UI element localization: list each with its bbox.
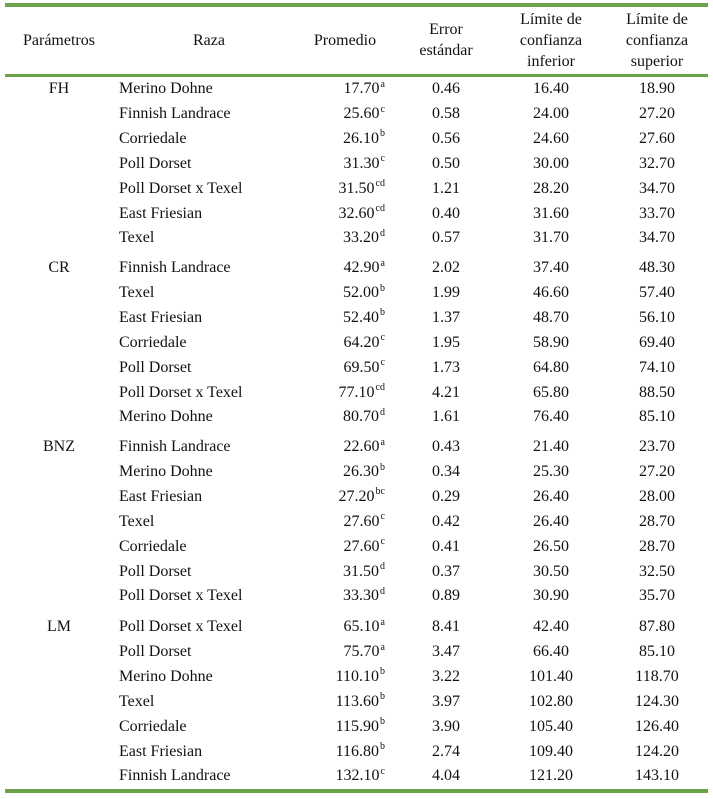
promedio-value: 31.50	[343, 562, 379, 580]
promedio-value: 26.10	[343, 129, 379, 147]
significance-letter: b	[380, 461, 385, 473]
promedio-value: 32.60	[338, 204, 375, 222]
significance-letter: a	[380, 436, 385, 448]
promedio-value: 31.50	[338, 179, 375, 197]
promedio-cell	[295, 202, 385, 226]
promedio-value: 26.30	[343, 462, 379, 480]
inferior-cell: 105.40	[529, 717, 573, 735]
table-row	[5, 764, 708, 788]
superior-cell: 28.70	[639, 512, 675, 530]
table-row	[5, 665, 708, 689]
superior-cell: 27.20	[639, 462, 675, 480]
error-cell: 0.56	[432, 129, 460, 147]
param-cell	[5, 665, 113, 689]
table-row	[5, 202, 708, 226]
error-cell: 0.41	[432, 537, 460, 555]
raza-cell: Merino Dohne	[119, 80, 213, 97]
superior-cell: 23.70	[639, 438, 675, 455]
inferior-cell: 28.20	[533, 179, 569, 197]
inferior-cell: 26.40	[533, 487, 569, 505]
promedio-value: 27.60	[343, 537, 380, 555]
inferior-cell: 101.40	[529, 667, 573, 685]
significance-letter: a	[380, 641, 385, 653]
param-cell	[5, 102, 113, 126]
superior-cell: 27.60	[639, 129, 675, 147]
table-row	[5, 615, 708, 639]
error-cell: 0.29	[432, 487, 460, 505]
significance-letter: b	[380, 282, 385, 294]
inferior-cell: 65.80	[533, 383, 569, 401]
error-cell: 0.43	[432, 438, 460, 455]
param-cell	[5, 281, 113, 305]
superior-cell: 85.10	[639, 642, 675, 660]
param-cell	[5, 202, 113, 226]
param-cell	[5, 584, 113, 608]
raza-cell: Texel	[119, 512, 155, 530]
promedio-cell	[295, 256, 385, 280]
param-cell: LM	[47, 618, 71, 635]
raza-cell: Merino Dohne	[119, 462, 213, 480]
promedio-cell	[295, 405, 385, 429]
significance-letter: bc	[375, 486, 385, 498]
superior-cell: 32.70	[639, 154, 675, 172]
promedio-cell	[295, 740, 385, 764]
significance-letter: a	[380, 78, 385, 90]
error-cell: 1.37	[432, 308, 460, 326]
table-row	[5, 256, 708, 280]
table-row	[5, 485, 708, 509]
promedio-cell	[295, 381, 385, 405]
param-cell: FH	[48, 80, 70, 97]
significance-letter: d	[380, 228, 385, 240]
raza-cell: Merino Dohne	[119, 667, 213, 685]
error-cell: 8.41	[432, 618, 460, 635]
promedio-value: 113.60	[335, 692, 379, 710]
error-cell: 0.50	[432, 154, 460, 172]
table-row	[5, 510, 708, 534]
inferior-cell: 58.90	[533, 333, 569, 351]
promedio-cell	[295, 715, 385, 739]
significance-letter: c	[380, 511, 385, 523]
raza-cell: Texel	[119, 283, 155, 301]
superior-cell: 85.10	[639, 408, 675, 426]
superior-cell: 34.70	[639, 179, 675, 197]
promedio-cell	[295, 510, 385, 534]
error-cell: 0.57	[432, 229, 460, 247]
inferior-cell: 109.40	[529, 742, 573, 760]
superior-cell: 48.30	[639, 259, 675, 276]
table-row	[5, 640, 708, 664]
significance-letter: c	[380, 536, 385, 548]
param-cell	[5, 764, 113, 788]
inferior-cell: 26.50	[533, 537, 569, 555]
significance-letter: c	[380, 153, 385, 165]
error-cell: 4.21	[432, 383, 460, 401]
superior-cell: 74.10	[639, 358, 675, 376]
param-cell	[5, 485, 113, 509]
header-parametros: Parámetros	[23, 31, 95, 49]
table-row	[5, 331, 708, 355]
table-row	[5, 535, 708, 559]
promedio-cell	[295, 331, 385, 355]
promedio-value: 132.10	[335, 767, 380, 785]
param-cell	[5, 690, 113, 714]
inferior-cell: 30.90	[533, 587, 569, 605]
superior-cell: 33.70	[639, 204, 675, 222]
error-cell: 1.99	[432, 283, 460, 301]
promedio-cell	[295, 226, 385, 250]
raza-cell: Poll Dorset x Texel	[119, 179, 243, 197]
table-row	[5, 405, 708, 429]
promedio-cell	[295, 177, 385, 201]
inferior-cell: 16.40	[533, 80, 569, 97]
error-cell: 0.40	[432, 204, 460, 222]
error-cell: 0.34	[432, 462, 460, 480]
error-cell: 3.97	[432, 692, 460, 710]
promedio-cell	[295, 356, 385, 380]
promedio-value: 116.80	[335, 742, 379, 760]
error-cell: 4.04	[432, 767, 460, 785]
table-row	[5, 740, 708, 764]
inferior-cell: 31.70	[533, 229, 569, 247]
raza-cell: Poll Dorset x Texel	[119, 618, 243, 635]
promedio-value: 27.20	[338, 487, 375, 505]
param-cell	[5, 306, 113, 330]
promedio-cell	[295, 485, 385, 509]
raza-cell: Corriedale	[119, 717, 187, 735]
promedio-value: 22.60	[343, 438, 380, 455]
superior-cell: 118.70	[635, 667, 679, 685]
inferior-cell: 66.40	[533, 642, 569, 660]
error-cell: 1.21	[432, 179, 460, 197]
superior-cell: 32.50	[639, 562, 675, 580]
top-rule	[5, 3, 708, 7]
param-cell	[5, 356, 113, 380]
superior-cell: 88.50	[639, 383, 675, 401]
param-cell: BNZ	[43, 438, 75, 455]
inferior-cell: 30.00	[533, 154, 569, 172]
table-row	[5, 77, 708, 101]
promedio-cell	[295, 690, 385, 714]
promedio-value: 65.10	[343, 618, 380, 635]
significance-letter: b	[380, 666, 385, 678]
param-cell	[5, 177, 113, 201]
header-error-estandar: Error estándar	[419, 21, 473, 59]
param-cell	[5, 127, 113, 151]
inferior-cell: 26.40	[533, 512, 569, 530]
inferior-cell: 76.40	[533, 408, 569, 426]
inferior-cell: 25.30	[533, 462, 569, 480]
error-cell: 0.46	[432, 80, 460, 97]
promedio-value: 52.00	[343, 283, 379, 301]
promedio-value: 77.10	[338, 383, 375, 401]
superior-cell: 28.70	[639, 537, 675, 555]
significance-letter: cd	[375, 203, 385, 215]
significance-letter: b	[380, 128, 385, 140]
bottom-rule	[5, 789, 708, 793]
promedio-value: 17.70	[343, 80, 380, 97]
promedio-cell	[295, 460, 385, 484]
inferior-cell: 46.60	[533, 283, 569, 301]
raza-cell: Finnish Landrace	[119, 259, 231, 276]
table-row	[5, 102, 708, 126]
inferior-cell: 30.50	[533, 562, 569, 580]
superior-cell: 124.20	[635, 742, 679, 760]
table-row	[5, 152, 708, 176]
superior-cell: 69.40	[639, 333, 675, 351]
significance-letter: b	[380, 741, 385, 753]
param-cell	[5, 640, 113, 664]
inferior-cell: 121.20	[529, 767, 573, 785]
table-row	[5, 127, 708, 151]
table-row	[5, 690, 708, 714]
param-cell	[5, 460, 113, 484]
promedio-cell	[295, 640, 385, 664]
superior-cell: 87.80	[639, 618, 675, 635]
raza-cell: Finnish Landrace	[119, 767, 231, 785]
promedio-value: 25.60	[343, 104, 380, 122]
promedio-cell	[295, 77, 385, 101]
error-cell: 0.58	[432, 104, 460, 122]
inferior-cell: 37.40	[533, 259, 569, 276]
superior-cell: 35.70	[639, 587, 675, 605]
header-limite-inferior: Límite de confianza inferior	[519, 10, 583, 70]
promedio-value: 33.20	[343, 229, 379, 247]
raza-cell: Poll Dorset	[119, 358, 192, 376]
param-cell	[5, 152, 113, 176]
table-row	[5, 560, 708, 584]
significance-letter: d	[380, 586, 385, 598]
error-cell: 0.42	[432, 512, 460, 530]
promedio-value: 75.70	[343, 642, 380, 660]
error-cell: 2.74	[432, 742, 460, 760]
table-row	[5, 381, 708, 405]
header-promedio: Promedio	[313, 31, 377, 49]
table-row	[5, 226, 708, 250]
promedio-value: 33.30	[343, 587, 379, 605]
raza-cell: Corriedale	[119, 333, 187, 351]
error-cell: 2.02	[432, 259, 460, 276]
inferior-cell: 24.60	[533, 129, 569, 147]
raza-cell: Poll Dorset	[119, 642, 192, 660]
param-cell	[5, 510, 113, 534]
promedio-cell	[295, 435, 385, 459]
promedio-value: 52.40	[343, 308, 379, 326]
inferior-cell: 102.80	[529, 692, 573, 710]
param-cell	[5, 226, 113, 250]
inferior-cell: 64.80	[533, 358, 569, 376]
param-cell: CR	[48, 259, 70, 276]
param-cell	[5, 560, 113, 584]
inferior-cell: 48.70	[533, 308, 569, 326]
superior-cell: 126.40	[635, 717, 679, 735]
significance-letter: b	[380, 307, 385, 319]
raza-cell: East Friesian	[119, 308, 203, 326]
promedio-value: 31.30	[343, 154, 380, 172]
param-cell	[5, 381, 113, 405]
significance-letter: c	[380, 766, 385, 778]
promedio-cell	[295, 152, 385, 176]
promedio-cell	[295, 665, 385, 689]
raza-cell: Finnish Landrace	[119, 438, 231, 455]
promedio-cell	[295, 535, 385, 559]
superior-cell: 27.20	[639, 104, 675, 122]
promedio-value: 64.20	[343, 333, 380, 351]
header-limite-superior: Límite de confianza superior	[625, 10, 689, 70]
significance-letter: b	[380, 716, 385, 728]
promedio-value: 80.70	[343, 408, 379, 426]
significance-letter: d	[380, 407, 385, 419]
significance-letter: cd	[375, 382, 385, 394]
table-row	[5, 435, 708, 459]
error-cell: 3.90	[432, 717, 460, 735]
promedio-value: 115.90	[335, 717, 379, 735]
significance-letter: c	[380, 103, 385, 115]
promedio-value: 42.90	[343, 259, 380, 276]
superior-cell: 143.10	[635, 767, 679, 785]
param-cell	[5, 331, 113, 355]
raza-cell: Merino Dohne	[119, 408, 213, 426]
significance-letter: c	[380, 332, 385, 344]
error-cell: 0.89	[432, 587, 460, 605]
error-cell: 3.47	[432, 642, 460, 660]
table-row	[5, 460, 708, 484]
table-row	[5, 306, 708, 330]
significance-letter: a	[380, 616, 385, 628]
promedio-cell	[295, 560, 385, 584]
significance-letter: c	[380, 357, 385, 369]
header-raza: Raza	[193, 31, 225, 49]
table-row	[5, 715, 708, 739]
raza-cell: Corriedale	[119, 129, 187, 147]
data-table	[5, 0, 708, 799]
promedio-cell	[295, 584, 385, 608]
superior-cell: 18.90	[639, 80, 675, 97]
superior-cell: 34.70	[639, 229, 675, 247]
promedio-cell	[295, 127, 385, 151]
inferior-cell: 24.00	[533, 104, 569, 122]
raza-cell: Finnish Landrace	[119, 104, 231, 122]
error-cell: 1.61	[432, 408, 460, 426]
inferior-cell: 31.60	[533, 204, 569, 222]
error-cell: 0.37	[432, 562, 460, 580]
table-row	[5, 584, 708, 608]
promedio-cell	[295, 102, 385, 126]
inferior-cell: 21.40	[533, 438, 569, 455]
inferior-cell: 42.40	[533, 618, 569, 635]
error-cell: 1.73	[432, 358, 460, 376]
param-cell	[5, 715, 113, 739]
raza-cell: Texel	[119, 229, 155, 247]
table-row	[5, 356, 708, 380]
table-row	[5, 177, 708, 201]
promedio-cell	[295, 615, 385, 639]
raza-cell: East Friesian	[119, 204, 203, 222]
significance-letter: cd	[375, 178, 385, 190]
raza-cell: Poll Dorset	[119, 154, 192, 172]
promedio-value: 69.50	[343, 358, 380, 376]
promedio-value: 110.10	[335, 667, 379, 685]
param-cell	[5, 535, 113, 559]
raza-cell: Poll Dorset	[119, 562, 192, 580]
raza-cell: East Friesian	[119, 742, 203, 760]
raza-cell: Poll Dorset x Texel	[119, 587, 243, 605]
param-cell	[5, 405, 113, 429]
raza-cell: Corriedale	[119, 537, 187, 555]
significance-letter: d	[380, 561, 385, 573]
superior-cell: 28.00	[639, 487, 675, 505]
superior-cell: 124.30	[635, 692, 679, 710]
error-cell: 1.95	[432, 333, 460, 351]
promedio-cell	[295, 764, 385, 788]
promedio-cell	[295, 306, 385, 330]
raza-cell: Poll Dorset x Texel	[119, 383, 243, 401]
table-row	[5, 281, 708, 305]
superior-cell: 57.40	[639, 283, 675, 301]
significance-letter: b	[380, 691, 385, 703]
superior-cell: 56.10	[639, 308, 675, 326]
raza-cell: Texel	[119, 692, 155, 710]
param-cell	[5, 740, 113, 764]
significance-letter: a	[380, 257, 385, 269]
raza-cell: East Friesian	[119, 487, 203, 505]
promedio-cell	[295, 281, 385, 305]
error-cell: 3.22	[432, 667, 460, 685]
promedio-value: 27.60	[343, 512, 380, 530]
